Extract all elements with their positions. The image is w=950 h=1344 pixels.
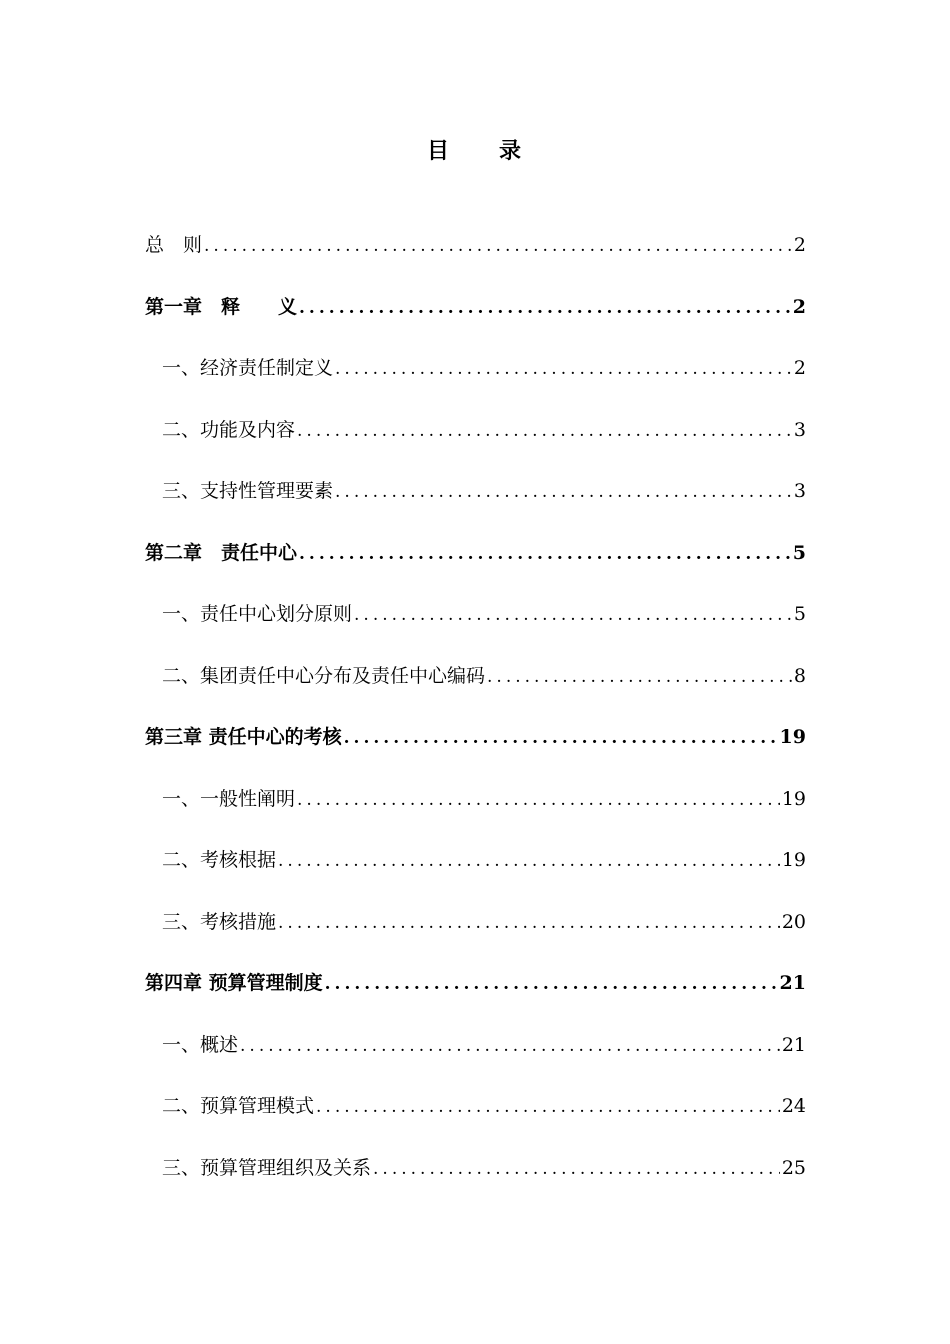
toc-page-number: 2: [792, 295, 806, 318]
table-of-contents: [145, 230, 806, 1214]
toc-section-entry[interactable]: [145, 1091, 806, 1153]
toc-entry-label: 一、责任中心划分原则: [162, 603, 353, 625]
dot-leader: [299, 544, 791, 564]
dot-leader: [278, 851, 780, 871]
toc-title: 目 录: [426, 138, 523, 164]
toc-page-number: 8: [793, 664, 806, 687]
dot-leader: [297, 790, 780, 810]
dot-leader: [204, 236, 792, 256]
toc-entry-label: 一、经济责任制定义: [162, 357, 334, 379]
toc-page-number: 21: [779, 972, 806, 994]
dot-leader: [325, 974, 778, 994]
toc-entry-label: 三、支持性管理要素: [162, 480, 334, 502]
toc-page-number: 24: [781, 1095, 806, 1117]
dot-leader: [373, 1159, 780, 1179]
toc-entry-label: 一、概述: [162, 1033, 239, 1056]
dot-leader: [354, 605, 792, 625]
dot-leader: [297, 421, 792, 441]
dot-leader: [335, 359, 792, 379]
toc-chapter-entry[interactable]: [145, 722, 806, 784]
toc-page-number: 19: [779, 726, 806, 748]
toc-chapter-entry[interactable]: [145, 538, 806, 600]
dot-leader: [335, 482, 792, 502]
toc-page-number: 25: [781, 1156, 806, 1179]
toc-section-entry[interactable]: [145, 845, 806, 907]
dot-leader: [487, 667, 792, 687]
toc-chapter-entry[interactable]: [145, 292, 806, 354]
toc-entry-label: 三、考核措施: [162, 910, 277, 933]
toc-section-entry[interactable]: [145, 661, 806, 723]
toc-page-number: 2: [793, 357, 806, 379]
toc-section-entry[interactable]: [145, 476, 806, 538]
toc-section-entry[interactable]: [145, 907, 806, 969]
toc-page-number: 19: [781, 787, 806, 810]
toc-page-number: 2: [793, 234, 806, 256]
toc-entry-label: 三、预算管理组织及关系: [162, 1156, 372, 1179]
toc-page-number: 19: [781, 849, 806, 871]
toc-entry-label: 第一章 释 义: [145, 295, 298, 318]
toc-entry-label: 一、一般性阐明: [162, 787, 296, 810]
toc-section-entry[interactable]: [145, 784, 806, 846]
toc-chapter-entry[interactable]: [145, 968, 806, 1030]
toc-section-entry[interactable]: [145, 415, 806, 477]
dot-leader: [240, 1036, 780, 1056]
toc-entry-label: 第二章 责任中心: [145, 541, 298, 564]
toc-entry-label: 二、预算管理模式: [162, 1095, 315, 1117]
dot-leader: [278, 913, 780, 933]
toc-section-entry[interactable]: [145, 1030, 806, 1092]
toc-page-number: 20: [781, 910, 806, 933]
dot-leader: [316, 1097, 780, 1117]
toc-chapter-entry[interactable]: [145, 230, 806, 292]
toc-page-number: 5: [792, 541, 806, 564]
toc-section-entry[interactable]: [145, 599, 806, 661]
dot-leader: [344, 728, 778, 748]
toc-section-entry[interactable]: [145, 353, 806, 415]
toc-entry-label: 第三章 责任中心的考核: [145, 726, 342, 748]
toc-entry-label: 二、考核根据: [162, 849, 277, 871]
toc-section-entry[interactable]: [145, 1153, 806, 1215]
toc-entry-label: 二、功能及内容: [162, 418, 296, 441]
toc-page-number: 3: [793, 480, 806, 502]
toc-page-number: 5: [793, 603, 806, 625]
dot-leader: [299, 298, 791, 318]
toc-entry-label: 第四章 预算管理制度: [145, 972, 323, 994]
toc-entry-label: 总 则: [145, 234, 203, 256]
toc-page-number: 3: [793, 418, 806, 441]
toc-entry-label: 二、集团责任中心分布及责任中心编码: [162, 664, 486, 687]
toc-page-number: 21: [781, 1033, 806, 1056]
